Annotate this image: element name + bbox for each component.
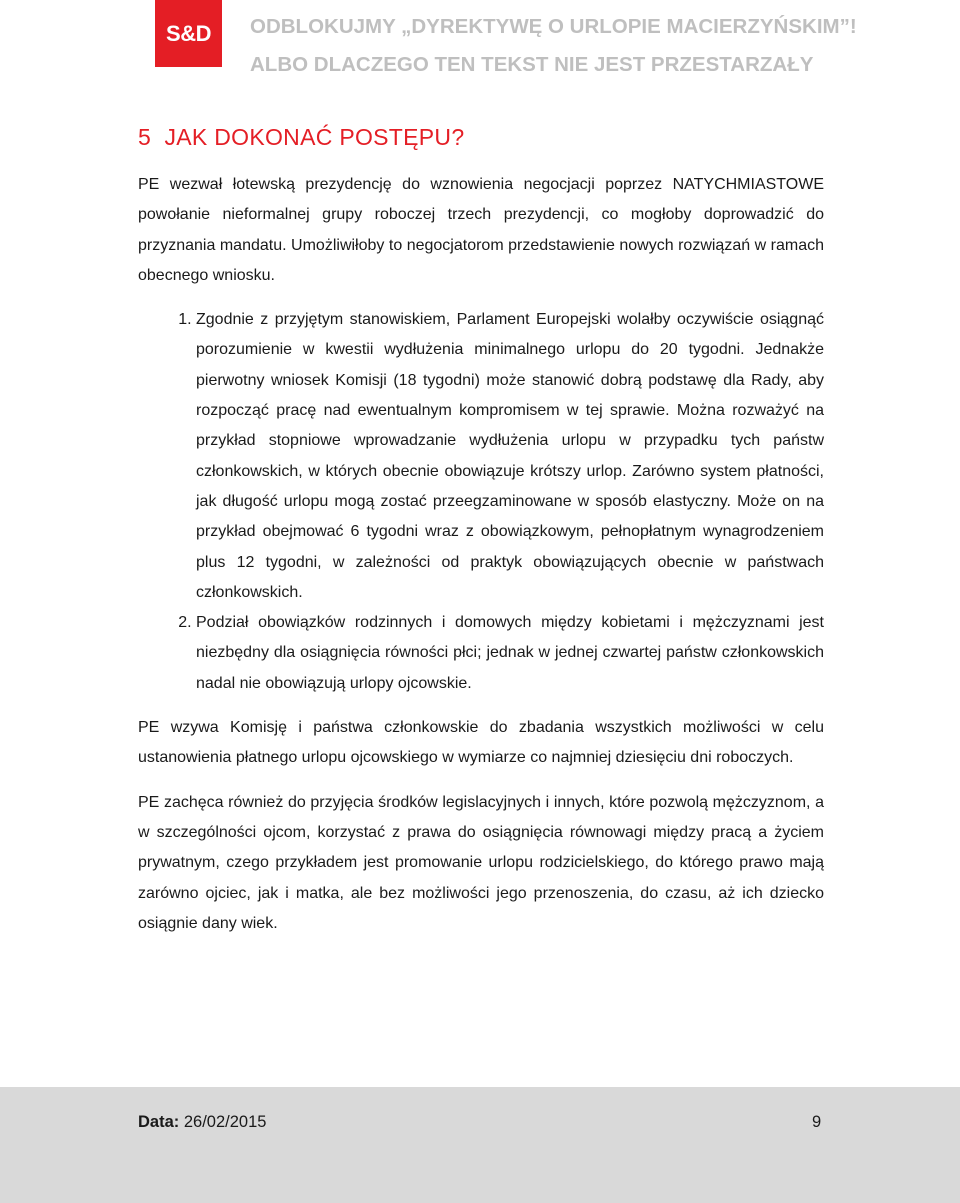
header-title-line-1: ODBLOKUJMY „DYREKTYWĘ O URLOPIE MACIERZYŃSKIM”! — [250, 15, 857, 38]
page-number: 9 — [812, 1113, 822, 1131]
footer-date — [138, 1113, 266, 1132]
paragraph-paternity-leave: PE wzywa Komisję i państwa członkowskie do zbadania wszystkich możliwości w celu ustanowienia płatnego urlopu ojcowskiego w wymiarze co najmniej dziesięciu dni roboczych. — [138, 719, 824, 767]
list-item: 2. Podział obowiązków rodzinnych i domowych między kobietami i mężczyznami jest niezbędny dla osiągnięcia równości płci; jednak w jednej czwartej państw członkowskich nadal nie obowiązują urlopy ojcowskie. — [196, 608, 824, 699]
footer-date-value: 26/02/2015 — [183, 1113, 267, 1131]
document-header-title — [250, 8, 950, 84]
numbered-list — [138, 305, 824, 699]
intro-paragraph: PE wezwał łotewską prezydencję do wznowienia negocjacji poprzez NATYCHMIASTOWE powołanie nieformalnej grupy roboczej trzech prezydencji, co mogłoby doprowadzić do przyznania mandatu. Umożliwiłoby to negocjatorom przedstawienie nowych rozwiązań w ramach obecnego wniosku. — [138, 176, 824, 284]
document-body — [138, 170, 824, 953]
sd-logo-text: S&D — [166, 20, 211, 46]
sd-logo — [155, 0, 222, 67]
list-item: 1. Zgodnie z przyjętym stanowiskiem, Parlament Europejski wolałby oczywiście osiągnąć porozumienie w kwestii wydłużenia minimalnego urlopu do 20 tygodni. Jednakże pierwotny wniosek Komisji (18 tygodni) może stanowić dobrą podstawę dla Rady, aby rozpocząć pracę nad ewentualnym kompromisem w tej sprawie. Można rozważyć na przykład stopniowe wprowadzanie wydłużenia urlopu w przypadku tych państw członkowskich, w których obecnie obowiązuje krótszy urlop. Zarówno system płatności, jak długość urlopu mogą zostać przeegzaminowane w sposób elastyczny. Może on na przykład obejmować 6 tygodni wraz z obowiązkowym, pełnopłatnym wynagrodzeniem plus 12 tygodni, w zależności od praktyk obowiązujących obecnie w państwach członkowskich. — [196, 305, 824, 608]
footer-date-label: Data: — [138, 1113, 180, 1131]
page-footer — [0, 1087, 960, 1203]
section-heading: 5 JAK DOKONAĆ POSTĘPU? — [138, 124, 465, 150]
header-title-line-2: ALBO DLACZEGO TEN TEKST NIE JEST PRZESTARZAŁY — [250, 53, 814, 76]
paragraph-work-life-balance: PE zachęca również do przyjęcia środków legislacyjnych i innych, które pozwolą mężczyznom, a w szczególności ojcom, korzystać z prawa do osiągnięcia równowagi między pracą a życiem prywatnym, czego przykładem jest promowanie urlopu rodzicielskiego, do którego prawo mają zarówno ojciec, jak i matka, ale bez możliwości jego przenoszenia, do czasu, aż ich dziecko osiągnie dany wiek. — [138, 793, 824, 932]
